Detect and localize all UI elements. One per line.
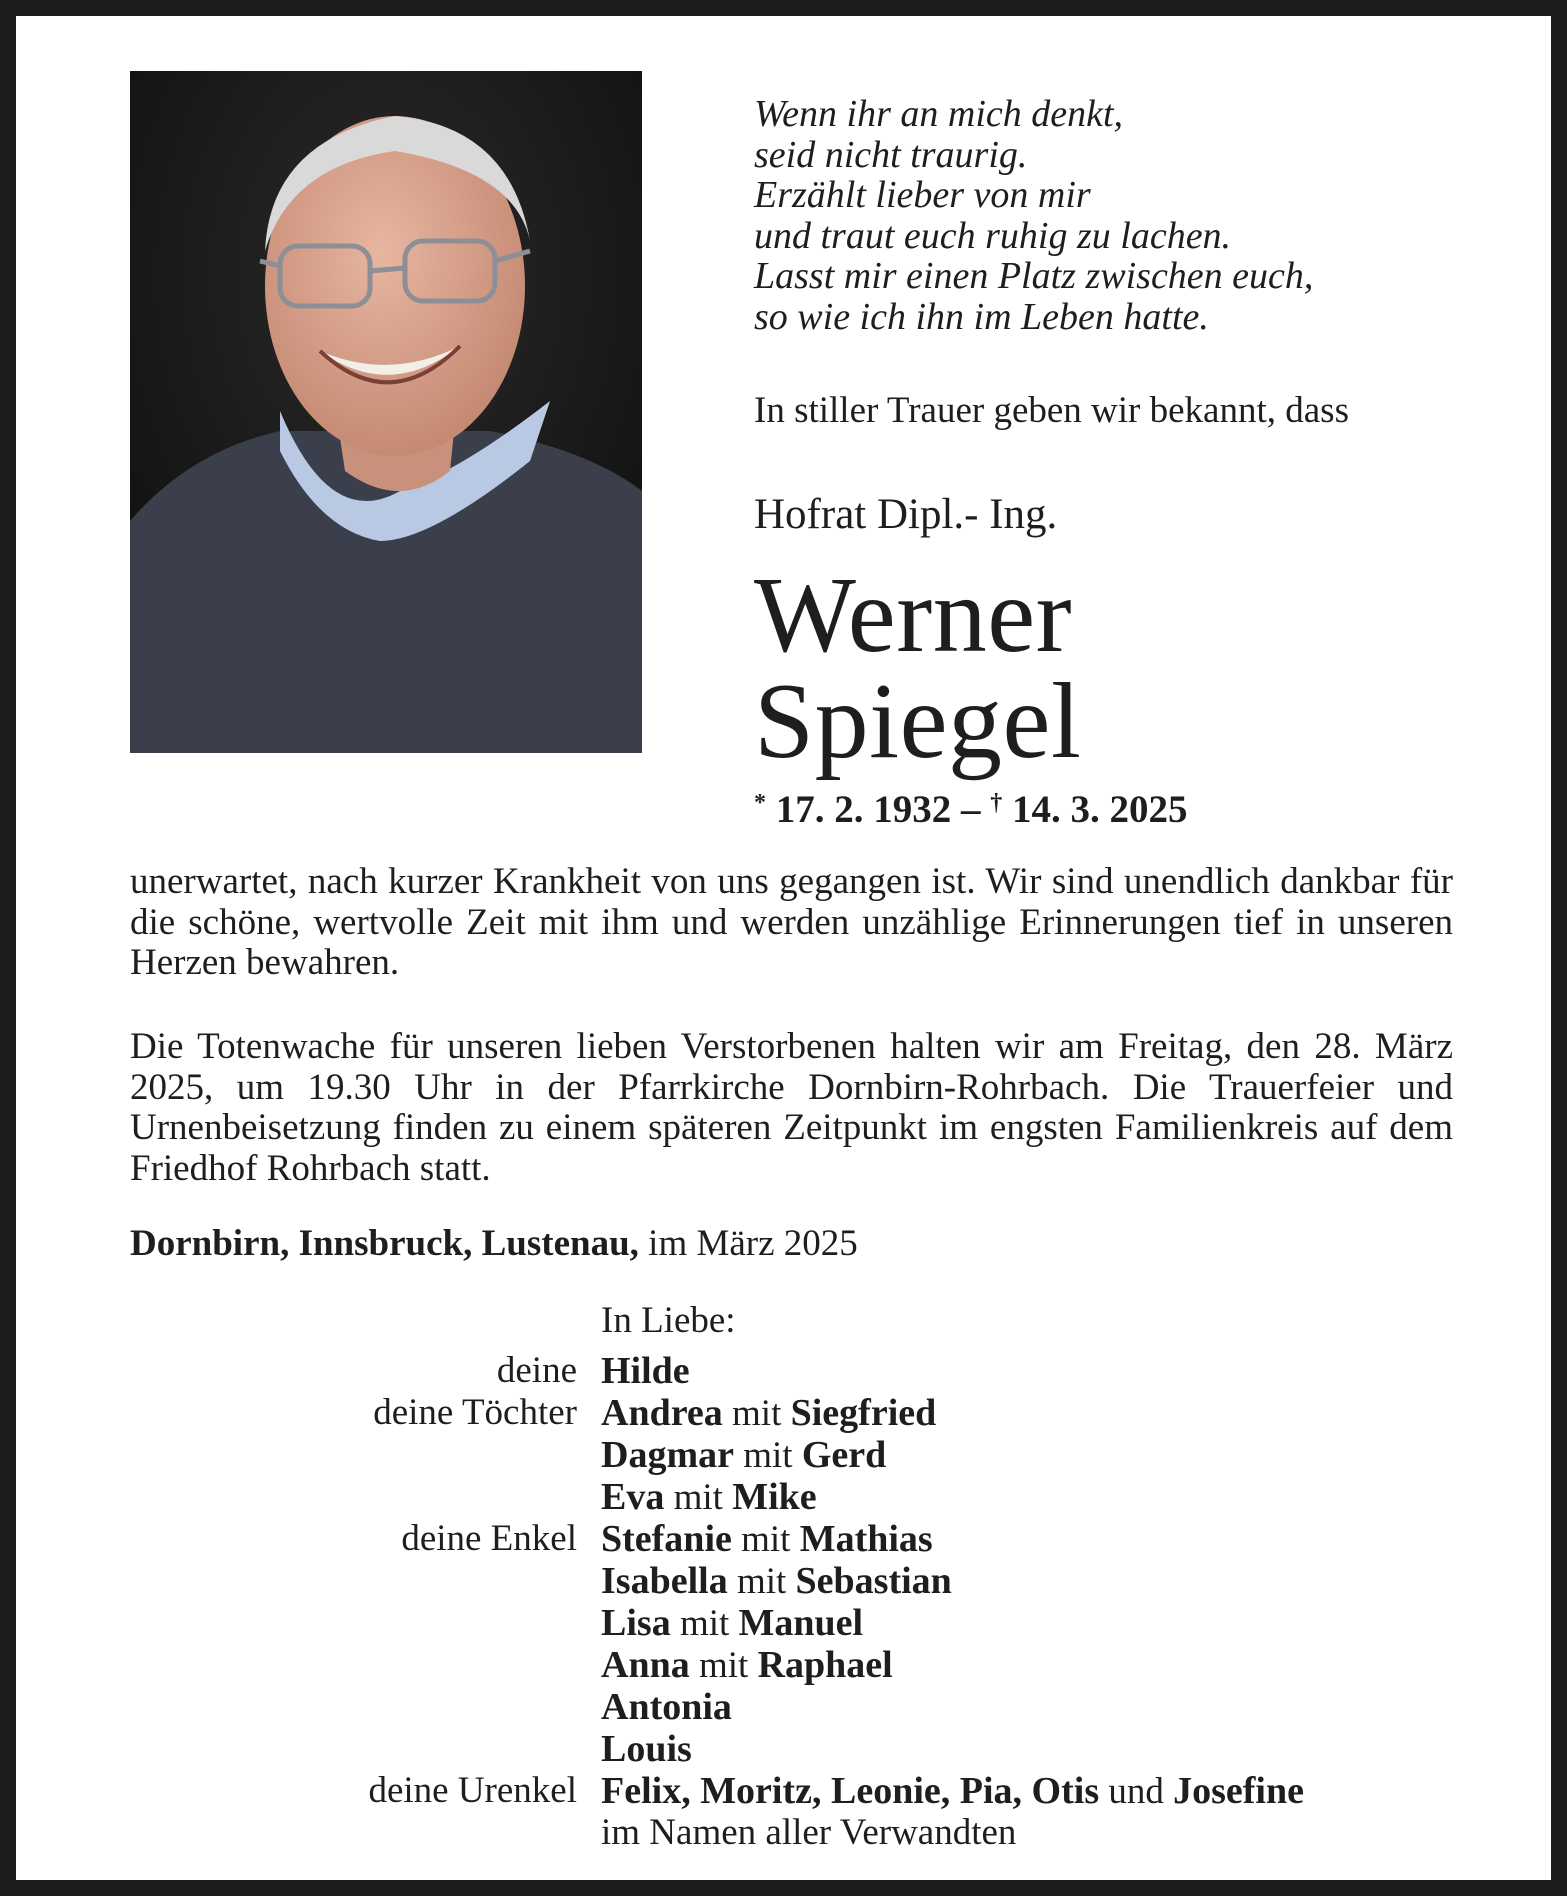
family-names: [601, 1350, 690, 1393]
life-dates: [754, 787, 1188, 832]
family-relation: deine Urenkel: [368, 1770, 577, 1811]
family-name: Hilde: [601, 1350, 690, 1392]
family-row: [16, 1644, 1551, 1686]
family-row: [16, 1560, 1551, 1602]
poem-line: so wie ich ihn im Leben hatte.: [754, 295, 1209, 338]
family-row: [16, 1476, 1551, 1518]
family-list: [16, 1350, 1551, 1854]
poem-line: Wenn ihr an mich denkt,: [754, 93, 1124, 135]
family-connector: mit: [722, 1393, 791, 1434]
family-name: Lisa: [601, 1602, 671, 1644]
family-name: Eva: [601, 1476, 665, 1518]
family-row: [16, 1434, 1551, 1476]
family-name: Siegfried: [790, 1392, 937, 1434]
family-row: [16, 1392, 1551, 1434]
obituary-page: [16, 16, 1551, 1880]
family-name: Anna: [601, 1644, 690, 1686]
last-name: Spiegel: [754, 662, 1082, 781]
poem: [754, 94, 1474, 337]
family-connector: mit: [733, 1435, 802, 1476]
family-relation: deine Töchter: [373, 1392, 577, 1433]
academic-title: Hofrat Dipl.- Ing.: [754, 491, 1058, 538]
birth-symbol: *: [754, 790, 766, 816]
family-row: [16, 1350, 1551, 1392]
family-relation: deine Enkel: [401, 1518, 577, 1559]
family-relation: deine: [496, 1350, 577, 1391]
family-name: Isabella: [601, 1560, 728, 1602]
family-connector: im Namen aller Verwandten: [601, 1812, 1017, 1853]
announcement-paragraph: unerwartet, nach kurzer Krankheit von uns gegangen ist. Wir sind unendlich dankbar für die schöne, wertvolle Zeit mit ihm und werden unzählige Erinnerungen tief in unseren Herzen bewahren.: [130, 861, 1453, 983]
family-row: [16, 1812, 1551, 1854]
portrait-photo: [130, 71, 642, 753]
family-row: [16, 1728, 1551, 1770]
family-name: Manuel: [738, 1602, 864, 1644]
family-name: Louis: [601, 1728, 692, 1770]
death-symbol: †: [990, 790, 1003, 816]
poem-line: und traut euch ruhig zu lachen.: [754, 214, 1232, 257]
family-names: [601, 1476, 817, 1519]
poem-line: Lasst mir einen Platz zwischen euch,: [754, 255, 1314, 297]
family-names: [601, 1518, 933, 1561]
first-name: Werner: [754, 556, 1073, 675]
family-row: [16, 1686, 1551, 1728]
poem-line: Erzählt lieber von mir: [754, 174, 1091, 216]
family-name: Josefine: [1173, 1770, 1304, 1812]
death-date: 14. 3. 2025: [1012, 788, 1188, 831]
birth-date: 17. 2. 1932: [775, 788, 952, 831]
place-cities: Dornbirn, Innsbruck, Lustenau,: [130, 1223, 639, 1264]
family-connector: mit: [727, 1561, 796, 1602]
place-date: im März 2025: [638, 1223, 858, 1264]
signoff: In Liebe:: [601, 1300, 736, 1341]
family-row: [16, 1518, 1551, 1560]
family-row: [16, 1602, 1551, 1644]
place-date-line: [130, 1222, 858, 1265]
family-name: Mathias: [799, 1518, 933, 1560]
family-names: [601, 1434, 886, 1477]
date-separator: –: [951, 788, 991, 831]
family-row: [16, 1770, 1551, 1812]
family-names: [601, 1770, 1304, 1813]
family-name: Raphael: [757, 1644, 893, 1686]
family-name: Andrea: [601, 1392, 723, 1434]
intro-text: In stiller Trauer geben wir bekannt, dass: [754, 390, 1349, 431]
family-connector: mit: [670, 1603, 739, 1644]
portrait-illustration: [130, 71, 642, 753]
family-names: [601, 1686, 732, 1729]
family-names: [601, 1728, 692, 1771]
family-connector: und: [1099, 1771, 1174, 1812]
family-names: [601, 1644, 893, 1687]
family-name: Felix, Moritz, Leonie, Pia, Otis: [601, 1770, 1100, 1812]
family-names: [601, 1602, 863, 1645]
family-name: Antonia: [601, 1686, 732, 1728]
family-connector: mit: [731, 1519, 800, 1560]
family-name: Dagmar: [601, 1434, 734, 1476]
family-connector: mit: [689, 1645, 758, 1686]
family-name: Stefanie: [601, 1518, 732, 1560]
family-name: Sebastian: [795, 1560, 952, 1602]
family-names: [601, 1812, 1016, 1854]
family-names: [601, 1392, 936, 1435]
service-paragraph: Die Totenwache für unseren lieben Verstorbenen halten wir am Freitag, den 28. März 2025, um 19.30 Uhr in der Pfarrkirche Dornbirn-Rohrbach. Die Trauerfeier und Urnenbeisetzung finden zu einem späteren Zeitpunkt im engsten Familienkreis auf dem Friedhof Rohrbach statt.: [130, 1026, 1453, 1189]
family-names: [601, 1560, 952, 1603]
poem-line: seid nicht traurig.: [754, 133, 1028, 176]
family-connector: mit: [664, 1477, 733, 1518]
family-name: Mike: [732, 1476, 817, 1518]
family-name: Gerd: [801, 1434, 887, 1476]
